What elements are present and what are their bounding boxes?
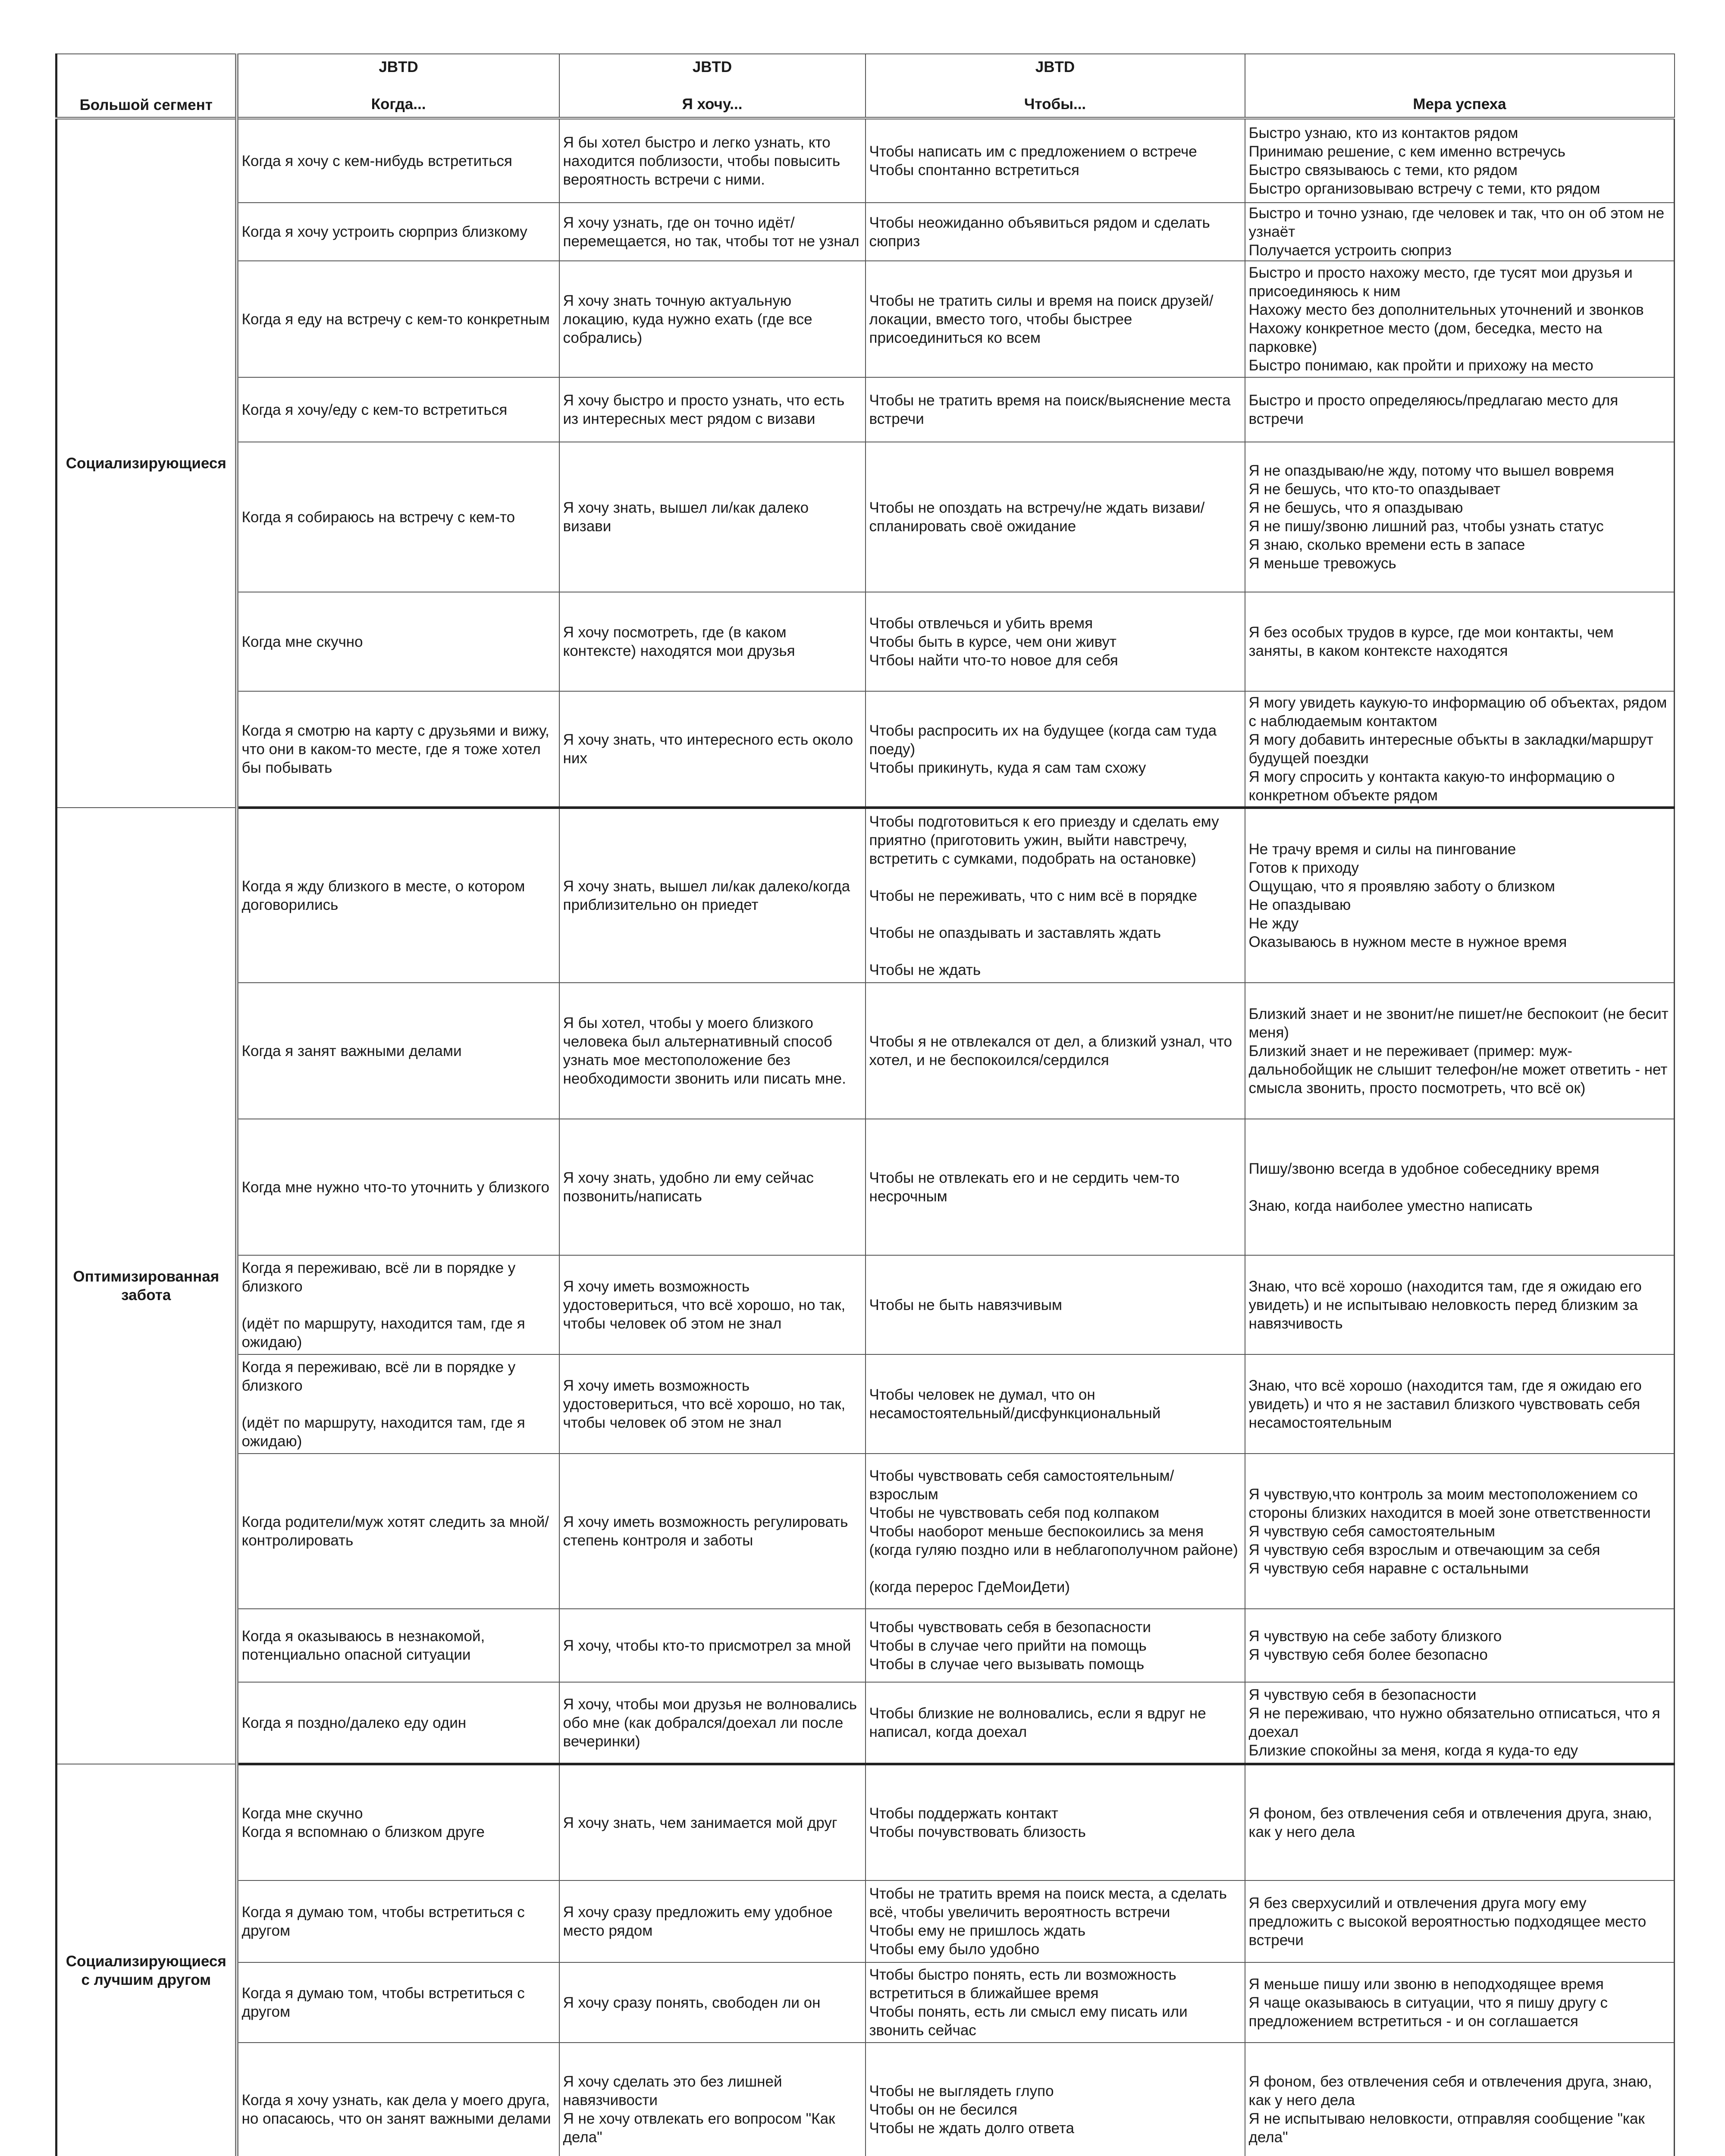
when-cell: Когда мне скучно Когда я вспомнаю о близком друге: [237, 1764, 559, 1880]
table-row: [56, 1119, 1675, 1255]
segment-cell: Оптимизированная забота: [56, 808, 237, 1764]
so-that-cell: Чтобы я не отвлекался от дел, а близкий узнал, что хотел, и не беспокоился/сердился: [866, 983, 1245, 1119]
want-cell: Я хочу знать, чем занимается мой друг: [559, 1764, 866, 1880]
table-row: [56, 1609, 1675, 1682]
so-that-cell: Чтобы не тратить время на поиск/выяснение места встречи: [866, 377, 1245, 442]
header-segment: Большой сегмент: [56, 54, 237, 118]
when-cell: Когда я занят важными делами: [237, 983, 559, 1119]
table-row: [56, 1880, 1675, 1962]
when-cell: Когда родители/муж хотят следить за мной/контролировать: [237, 1454, 559, 1609]
so-that-cell: Чтобы написать им с предложением о встрече Чтобы спонтанно встретиться: [866, 118, 1245, 203]
want-cell: Я хочу иметь возможность удостовериться, что всё хорошо, но так, чтобы человек об этом не знал: [559, 1255, 866, 1354]
when-cell: Когда я оказываюсь в незнакомой, потенциально опасной ситуации: [237, 1609, 559, 1682]
so-that-cell: Чтобы не тратить время на поиск места, а сделать всё, чтобы увеличить вероятность встречи Чтобы ему не пришлось ждать Чтобы ему было удобно: [866, 1880, 1245, 1962]
so-that-cell: Чтобы отвлечься и убить время Чтобы быть в курсе, чем они живут Чтбоы найти что-то новое для себя: [866, 592, 1245, 691]
when-cell: Когда я еду на встречу с кем-то конкретным: [237, 261, 559, 377]
success-cell: Знаю, что всё хорошо (находится там, где я ожидаю его увидеть) и не испытываю неловкость перед близким за навязчивость: [1245, 1255, 1675, 1354]
want-cell: Я хочу, чтобы мои друзья не волновались обо мне (как добрался/доехал ли после вечеринки): [559, 1682, 866, 1764]
table-row: [56, 1764, 1675, 1880]
when-cell: Когда мне скучно: [237, 592, 559, 691]
table-row: [56, 1962, 1675, 2043]
success-cell: Близкий знает и не звонит/не пишет/не беспокоит (не бесит меня) Близкий знает и не переживает (пример: муж-дальнобойщик не слышит телефон/не может ответить - нет смысла звонить, просто посмотреть, что всё ок): [1245, 983, 1675, 1119]
table-row: [56, 118, 1675, 203]
want-cell: Я хочу узнать, где он точно идёт/перемещается, но так, чтобы тот не узнал: [559, 203, 866, 261]
when-cell: Когда я поздно/далеко еду один: [237, 1682, 559, 1764]
success-cell: Я фоном, без отвлечения себя и отвлечения друга, знаю, как у него дела: [1245, 1764, 1675, 1880]
success-cell: Быстро и просто определяюсь/предлагаю место для встречи: [1245, 377, 1675, 442]
table-row: [56, 203, 1675, 261]
want-cell: Я хочу сразу понять, свободен ли он: [559, 1962, 866, 2043]
so-that-cell: Чтобы не опоздать на встречу/не ждать визави/спланировать своё ожидание: [866, 442, 1245, 592]
header-when: [237, 54, 559, 118]
success-cell: Быстро и точно узнаю, где человек и так, что он об этом не узнаёт Получается устроить сюприз: [1245, 203, 1675, 261]
so-that-cell: Чтобы подготовиться к его приезду и сделать ему приятно (приготовить ужин, выйти навстречу, встретить с сумками, подобрать на остановке) Чтобы не переживать, что с ним всё в порядке Чтобы не опаздывать и заставлять ждать Чтобы не ждать: [866, 808, 1245, 983]
success-cell: Я без сверхусилий и отвлечения друга могу ему предложить с высокой вероятностью подходящее место встречи: [1245, 1880, 1675, 1962]
success-cell: Я меньше пишу или звоню в неподходящее время Я чаще оказываюсь в ситуации, что я пишу другу с предложением встретиться - и он соглашается: [1245, 1962, 1675, 2043]
want-cell: Я хочу знать, что интересного есть около них: [559, 691, 866, 808]
when-cell: Когда я хочу/еду с кем-то встретиться: [237, 377, 559, 442]
so-that-cell: Чтобы не отвлекать его и не сердить чем-то несрочным: [866, 1119, 1245, 1255]
so-that-cell: Чтобы близкие не волновались, если я вдруг не написал, когда доехал: [866, 1682, 1245, 1764]
table-row: [56, 442, 1675, 592]
so-that-cell: Чтобы не быть навязчивым: [866, 1255, 1245, 1354]
table-row: [56, 691, 1675, 808]
when-cell: Когда я переживаю, всё ли в порядке у близкого (идёт по маршруту, находится там, где я ожидаю): [237, 1354, 559, 1454]
header-row: [56, 54, 1675, 118]
when-cell: Когда я думаю том, чтобы встретиться с другом: [237, 1880, 559, 1962]
want-cell: Я хочу знать, удобно ли ему сейчас позвонить/написать: [559, 1119, 866, 1255]
when-cell: Когда я жду близкого в месте, о котором договорились: [237, 808, 559, 983]
so-that-cell: Чтобы не тратить силы и время на поиск друзей/локации, вместо того, чтобы быстрее присоединиться ко всем: [866, 261, 1245, 377]
header-when-jbtd: JBTD: [379, 59, 418, 75]
success-cell: Я не опаздываю/не жду, потому что вышел вовремя Я не бешусь, что кто-то опаздывает Я не бешусь, что я опаздываю Я не пишу/звоню лишний раз, чтобы узнать статус Я знаю, сколько времени есть в запасе Я меньше тревожусь: [1245, 442, 1675, 592]
want-cell: Я хочу посмотреть, где (в каком контексте) находятся мои друзья: [559, 592, 866, 691]
want-cell: Я бы хотел быстро и легко узнать, кто находится поблизости, чтобы повысить вероятность встречи с ними.: [559, 118, 866, 203]
table-row: [56, 983, 1675, 1119]
success-cell: Не трачу время и силы на пингование Готов к приходу Ощущаю, что я проявляю заботу о близком Не опаздываю Не жду Оказываюсь в нужном месте в нужное время: [1245, 808, 1675, 983]
when-cell: Когда я хочу узнать, как дела у моего друга, но опасаюсь, что он занят важными делами: [237, 2043, 559, 2156]
when-cell: Когда мне нужно что-то уточнить у близкого: [237, 1119, 559, 1255]
so-that-cell: Чтобы быстро понять, есть ли возможность встретиться в ближайшее время Чтобы понять, есть ли смысл ему писать или звонить сейчас: [866, 1962, 1245, 2043]
table-row: [56, 1354, 1675, 1454]
header-success: [1245, 54, 1675, 118]
so-that-cell: Чтобы не выглядеть глупо Чтобы он не бесился Чтобы не ждать долго ответа: [866, 2043, 1245, 2156]
table-row: [56, 1682, 1675, 1764]
want-cell: Я хочу сделать это без лишней навязчивости Я не хочу отвлекать его вопросом "Как дела": [559, 2043, 866, 2156]
table-row: [56, 1255, 1675, 1354]
want-cell: Я хочу, чтобы кто-то присмотрел за мной: [559, 1609, 866, 1682]
table-row: [56, 261, 1675, 377]
when-cell: Когда я смотрю на карту с друзьями и вижу, что они в каком-то месте, где я тоже хотел бы побывать: [237, 691, 559, 808]
when-cell: Когда я собираюсь на встречу с кем-то: [237, 442, 559, 592]
so-that-cell: Чтобы чувствовать себя самостоятельным/взрослым Чтобы не чувствовать себя под колпаком Чтобы наоборот меньше беспокоились за меня (когда гуляю поздно или в неблагополучном районе) (когда перерос ГдеМоиДети): [866, 1454, 1245, 1609]
want-cell: Я хочу иметь возможность регулировать степень контроля и заботы: [559, 1454, 866, 1609]
header-success-spacer: [1250, 58, 1670, 95]
want-cell: Я хочу быстро и просто узнать, что есть из интересных мест рядом с визави: [559, 377, 866, 442]
so-that-cell: Чтобы чувствовать себя в безопасности Чтобы в случае чего прийти на помощь Чтобы в случае чего вызывать помощь: [866, 1609, 1245, 1682]
table-row: [56, 808, 1675, 983]
so-that-cell: Чтобы человек не думал, что он несамостоятельный/дисфункциональный: [866, 1354, 1245, 1454]
success-cell: Я без особых трудов в курсе, где мои контакты, чем заняты, в каком контексте находятся: [1245, 592, 1675, 691]
when-cell: Когда я хочу с кем-нибудь встретиться: [237, 118, 559, 203]
table-row: [56, 2043, 1675, 2156]
success-cell: Знаю, что всё хорошо (находится там, где я ожидаю его увидеть) и что я не заставил близкого чувствовать себя несамостоятельным: [1245, 1354, 1675, 1454]
success-cell: Я могу увидеть каукую-то информацию об объектах, рядом с наблюдаемым контактом Я могу добавить интересные объкты в закладки/маршрут будущей поездки Я могу спросить у контакта какую-то информацию о конкретном объекте рядом: [1245, 691, 1675, 808]
header-success-label: Мера успеха: [1413, 96, 1506, 113]
table-row: [56, 377, 1675, 442]
success-cell: Пишу/звоню всегда в удобное собеседнику время Знаю, когда наиболее уместно написать: [1245, 1119, 1675, 1255]
success-cell: Я чувствую себя в безопасности Я не переживаю, что нужно обязательно отписаться, что я доехал Близкие спокойны за меня, когда я куда-то еду: [1245, 1682, 1675, 1764]
want-cell: Я бы хотел, чтобы у моего близкого человека был альтернативный способ узнать мое местоположение без необходимости звонить или писать мне.: [559, 983, 866, 1119]
header-want-label: Я хочу...: [682, 96, 743, 113]
header-want: [559, 54, 866, 118]
success-cell: Я чувствую,что контроль за моим местоположением со стороны близких находится в моей зоне ответственности Я чувствую себя самостоятельным Я чувствую себя взрослым и отвечающим за себя Я чувствую себя наравне с остальными: [1245, 1454, 1675, 1609]
want-cell: Я хочу знать точную актуальную локацию, куда нужно ехать (где все собрались): [559, 261, 866, 377]
table-row: [56, 1454, 1675, 1609]
success-cell: Быстро и просто нахожу место, где тусят мои друзья и присоединяюсь к ним Нахожу место без дополнительных уточнений и звонков Нахожу конкретное место (дом, беседка, место на парковке) Быстро понимаю, как пройти и прихожу на место: [1245, 261, 1675, 377]
so-that-cell: Чтобы распросить их на будущее (когда сам туда поеду) Чтобы прикинуть, куда я сам там схожу: [866, 691, 1245, 808]
when-cell: Когда я переживаю, всё ли в порядке у близкого (идёт по маршруту, находится там, где я ожидаю): [237, 1255, 559, 1354]
want-cell: Я хочу сразу предложить ему удобное место рядом: [559, 1880, 866, 1962]
header-so-that-label: Чтобы...: [1024, 96, 1086, 113]
header-so-that: [866, 54, 1245, 118]
so-that-cell: Чтобы поддержать контакт Чтобы почувствовать близость: [866, 1764, 1245, 1880]
success-cell: Я чувствую на себе заботу близкого Я чувствую себя более безопасно: [1245, 1609, 1675, 1682]
jbtd-table: [55, 53, 1675, 2156]
want-cell: Я хочу знать, вышел ли/как далеко визави: [559, 442, 866, 592]
want-cell: Я хочу иметь возможность удостовериться, что всё хорошо, но так, чтобы человек об этом не знал: [559, 1354, 866, 1454]
want-cell: Я хочу знать, вышел ли/как далеко/когда приблизительно он приедет: [559, 808, 866, 983]
header-so-that-jbtd: JBTD: [1035, 59, 1075, 75]
table-body: [56, 118, 1675, 2156]
table-row: [56, 592, 1675, 691]
when-cell: Когда я хочу устроить сюрприз близкому: [237, 203, 559, 261]
when-cell: Когда я думаю том, чтобы встретиться с другом: [237, 1962, 559, 2043]
header-when-label: Когда...: [371, 96, 426, 113]
so-that-cell: Чтобы неожиданно объявиться рядом и сделать сюприз: [866, 203, 1245, 261]
segment-cell: Социализирующиеся с лучшим другом: [56, 1764, 237, 2156]
success-cell: Я фоном, без отвлечения себя и отвлечения друга, знаю, как у него дела Я не испытываю неловкости, отправляя сообщение "как дела": [1245, 2043, 1675, 2156]
header-want-jbtd: JBTD: [692, 59, 732, 75]
success-cell: Быстро узнаю, кто из контактов рядом Принимаю решение, с кем именно встречусь Быстро связываюсь с теми, кто рядом Быстро организовываю встречу с теми, кто рядом: [1245, 118, 1675, 203]
segment-cell: Социализирующиеся: [56, 118, 237, 808]
